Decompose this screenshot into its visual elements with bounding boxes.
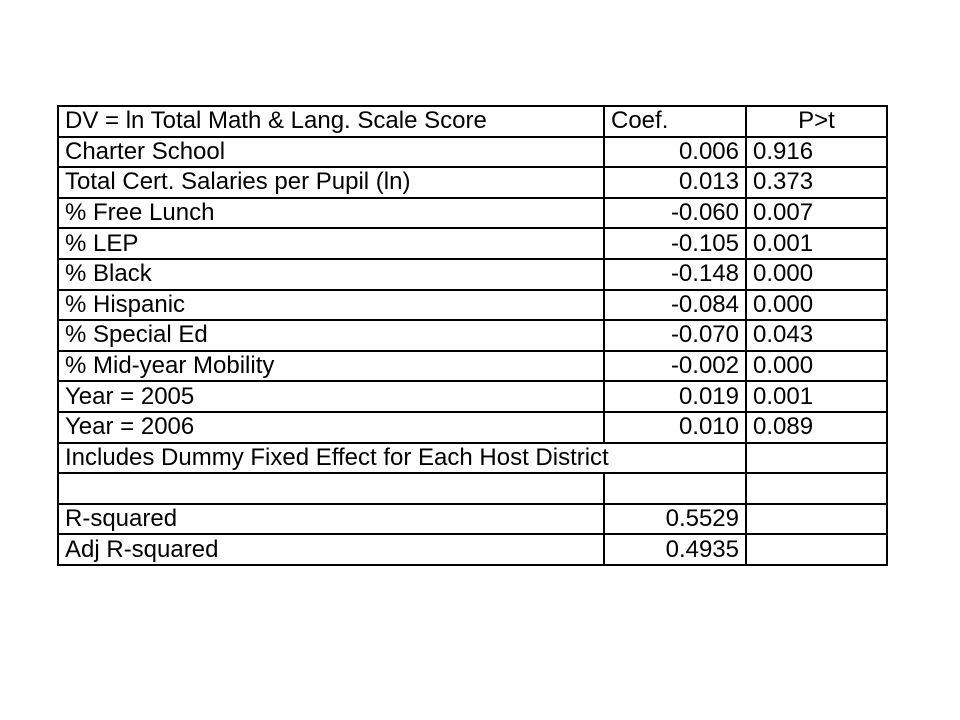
table-row — [58, 137, 887, 168]
p-value: 0.000 — [746, 259, 887, 290]
p-value: 0.373 — [746, 167, 887, 198]
table-row — [58, 412, 887, 443]
p-value: 0.916 — [746, 137, 887, 168]
p-value: 0.089 — [746, 412, 887, 443]
coef-value: 0.019 — [604, 381, 746, 412]
regression-table-container — [57, 105, 888, 566]
variable-label: % LEP — [58, 228, 604, 259]
variable-label: % Black — [58, 259, 604, 290]
fixed-effect-row — [58, 443, 887, 474]
fit-value: 0.4935 — [604, 534, 746, 565]
table-row — [58, 290, 887, 321]
variable-label: Total Cert. Salaries per Pupil (ln) — [58, 167, 604, 198]
variable-label: % Mid-year Mobility — [58, 351, 604, 382]
empty-cell — [746, 504, 887, 535]
dv-header: DV = ln Total Math & Lang. Scale Score — [58, 106, 604, 137]
variable-label: Charter School — [58, 137, 604, 168]
coef-value: -0.002 — [604, 351, 746, 382]
fit-label: R-squared — [58, 504, 604, 535]
variable-label: Year = 2006 — [58, 412, 604, 443]
variable-label: % Hispanic — [58, 290, 604, 321]
p-value: 0.000 — [746, 351, 887, 382]
fixed-effect-note: Includes Dummy Fixed Effect for Each Host District — [58, 443, 746, 474]
coef-value: 0.013 — [604, 167, 746, 198]
header-row — [58, 106, 887, 137]
coef-value: 0.010 — [604, 412, 746, 443]
table-row — [58, 198, 887, 229]
table-row — [58, 259, 887, 290]
table-row — [58, 381, 887, 412]
empty-cell — [604, 473, 746, 504]
coef-value: -0.070 — [604, 320, 746, 351]
table-row — [58, 320, 887, 351]
p-value: 0.007 — [746, 198, 887, 229]
r-squared-row — [58, 504, 887, 535]
empty-cell — [746, 534, 887, 565]
variable-label: Year = 2005 — [58, 381, 604, 412]
empty-cell — [746, 443, 887, 474]
p-value: 0.043 — [746, 320, 887, 351]
table-row — [58, 351, 887, 382]
coef-value: 0.006 — [604, 137, 746, 168]
p-value: 0.001 — [746, 381, 887, 412]
coef-value: -0.105 — [604, 228, 746, 259]
coef-value: -0.084 — [604, 290, 746, 321]
table-row — [58, 228, 887, 259]
coef-value: -0.148 — [604, 259, 746, 290]
table-row — [58, 167, 887, 198]
blank-row — [58, 473, 887, 504]
variable-label: % Special Ed — [58, 320, 604, 351]
variable-label: % Free Lunch — [58, 198, 604, 229]
fit-value: 0.5529 — [604, 504, 746, 535]
empty-cell — [746, 473, 887, 504]
p-value-header: P>t — [746, 106, 887, 137]
coef-header: Coef. — [604, 106, 746, 137]
fit-label: Adj R-squared — [58, 534, 604, 565]
adj-r-squared-row — [58, 534, 887, 565]
p-value: 0.000 — [746, 290, 887, 321]
coef-value: -0.060 — [604, 198, 746, 229]
regression-table — [57, 105, 888, 566]
empty-cell — [58, 473, 604, 504]
p-value: 0.001 — [746, 228, 887, 259]
